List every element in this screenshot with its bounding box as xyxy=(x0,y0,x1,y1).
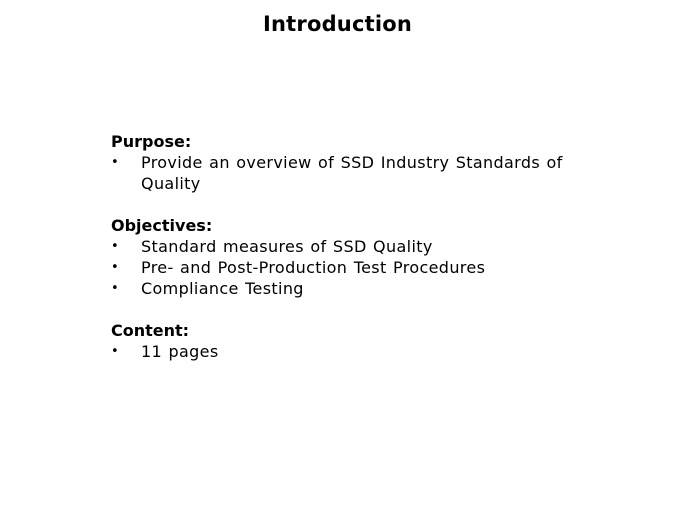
content-item xyxy=(111,341,581,362)
purpose-list xyxy=(111,152,581,194)
objective-item xyxy=(111,278,581,299)
bullet-icon: • xyxy=(111,281,119,296)
bullet-icon: • xyxy=(111,239,119,254)
purpose-item xyxy=(111,152,581,194)
section-spacer xyxy=(111,299,581,320)
objectives-list xyxy=(111,236,581,299)
purpose-heading: Purpose: xyxy=(111,132,192,151)
content-item-text: 11 pages xyxy=(141,342,219,361)
slide-body xyxy=(111,131,581,362)
objective-item xyxy=(111,236,581,257)
bullet-icon: • xyxy=(111,260,119,275)
section-spacer xyxy=(111,194,581,215)
objective-item-text: Pre- and Post-Production Test Procedures xyxy=(141,258,486,277)
bullet-icon: • xyxy=(111,155,119,170)
slide-title: Introduction xyxy=(262,12,413,36)
bullet-icon: • xyxy=(111,344,119,359)
objective-item xyxy=(111,257,581,278)
objective-item-text: Standard measures of SSD Quality xyxy=(141,237,433,256)
purpose-item-text: Provide an overview of SSD Industry Standards of Quality xyxy=(141,153,563,193)
objectives-heading: Objectives: xyxy=(111,216,213,235)
content-heading: Content: xyxy=(111,321,190,340)
objective-item-text: Compliance Testing xyxy=(141,279,304,298)
content-list xyxy=(111,341,581,362)
